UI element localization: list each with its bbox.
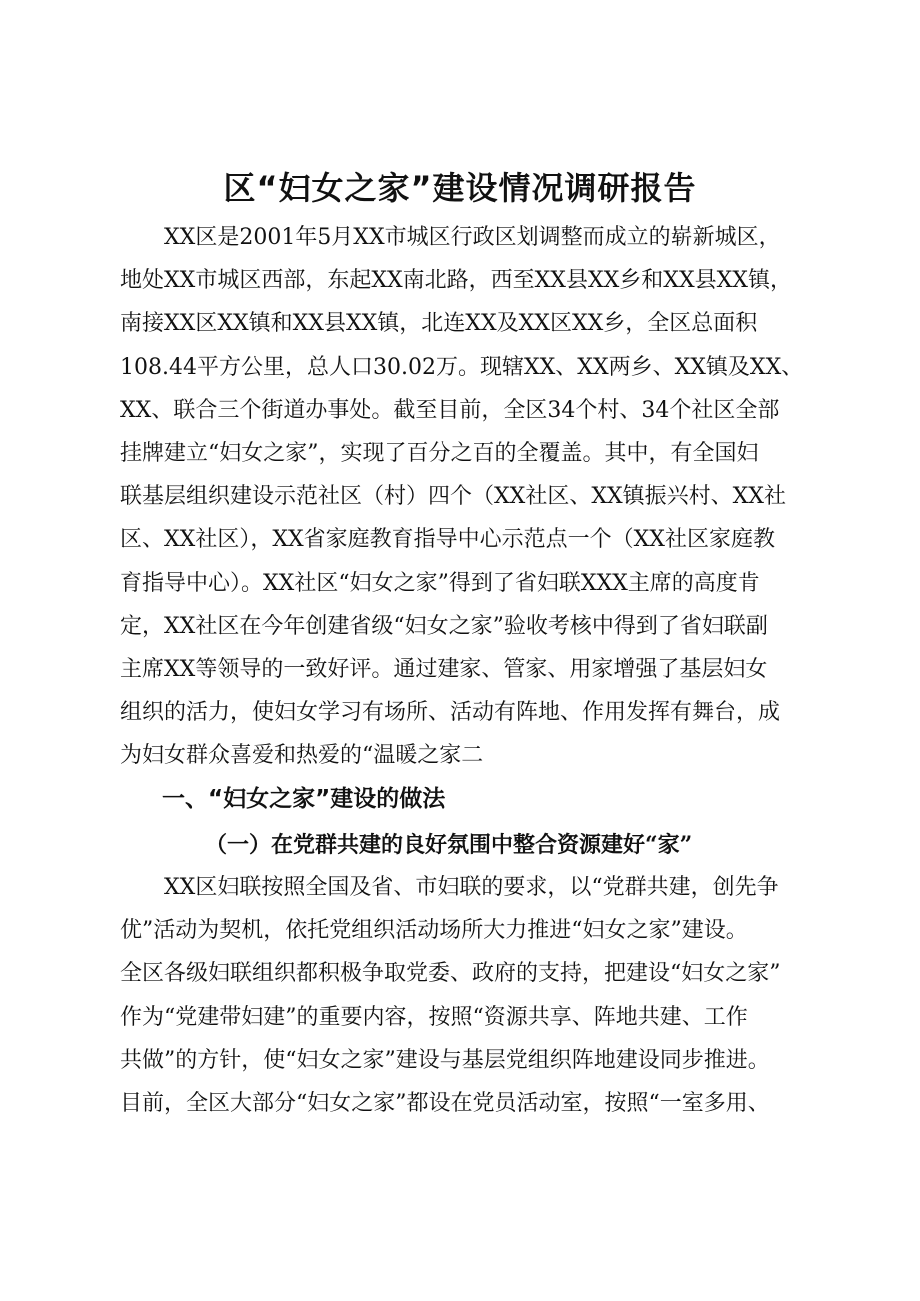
paragraph-line: 组织的活力，使妇女学习有场所、活动有阵地、作用发挥有舞台，成 xyxy=(120,700,781,726)
document-title: 区“妇女之家”建设情况调研报告 xyxy=(223,169,697,207)
paragraph-line: 挂牌建立“妇女之家”，实现了百分之百的全覆盖。其中，有全国妇 xyxy=(120,440,759,466)
paragraph-line: 目前，全区大部分“妇女之家”都设在党员活动室，按照“一室多用、 xyxy=(120,1090,770,1116)
paragraph-line: XX区妇联按照全国及省、市妇联的要求，以“党群共建，创先争 xyxy=(120,875,779,900)
paragraph-line: 地处XX市城区西部，东起XX南北路，西至XX县XX乡和XX县XX镇， xyxy=(120,268,792,294)
paragraph-line: 南接XX区XX镇和XX县XX镇，北连XX及XX区XX乡，全区总面积 xyxy=(120,311,758,337)
intro-paragraph xyxy=(120,216,825,777)
paragraph-line: 主席XX等领导的一致好评。通过建家、管家、用家增强了基层妇女 xyxy=(120,656,768,682)
paragraph-line: 共做”的方针，使“妇女之家”建设与基层党组织阵地建设同步推进。 xyxy=(120,1047,770,1073)
section-heading: 一、“妇女之家”建设的做法 xyxy=(162,786,446,812)
paragraph-line: 优”活动为契机，依托党组织活动场所大力推进“妇女之家”建设。 xyxy=(120,918,748,944)
paragraph-line: XX、联合三个街道办事处。截至目前，全区34个村、34个社区全部 xyxy=(120,397,780,423)
paragraph-line: 定，XX社区在今年创建省级“妇女之家”验收考核中得到了省妇联副 xyxy=(120,613,768,639)
paragraph-line: XX区是2001年5月XX市城区行政区划调整而成立的崭新城区， xyxy=(120,225,781,250)
paragraph-line: 作为“党建带妇建”的重要内容，按照“资源共享、阵地共建、工作 xyxy=(120,1004,748,1030)
paragraph-line: 108.44平方公里，总人口30.02万。现辖XX、XX两乡、XX镇及XX、 xyxy=(120,354,804,380)
paragraph-line: 育指导中心）。XX社区“妇女之家”得到了省妇联XXX主席的高度肯 xyxy=(120,570,760,596)
paragraph-line: 全区各级妇联组织都积极争取党委、政府的支持，把建设“妇女之家” xyxy=(120,961,781,987)
paragraph-line: 区、XX社区），XX省家庭教育指导中心示范点一个（XX社区家庭教 xyxy=(120,527,775,553)
paragraph-line: 联基层组织建设示范社区（村）四个（XX社区、XX镇振兴村、XX社 xyxy=(120,484,786,510)
subsection-heading: （一）在党群共建的良好氛围中整合资源建好“家” xyxy=(205,832,693,858)
paragraph-line: 为妇女群众喜爱和热爱的“温暖之家二 xyxy=(120,743,484,769)
section-paragraph xyxy=(120,866,825,1125)
